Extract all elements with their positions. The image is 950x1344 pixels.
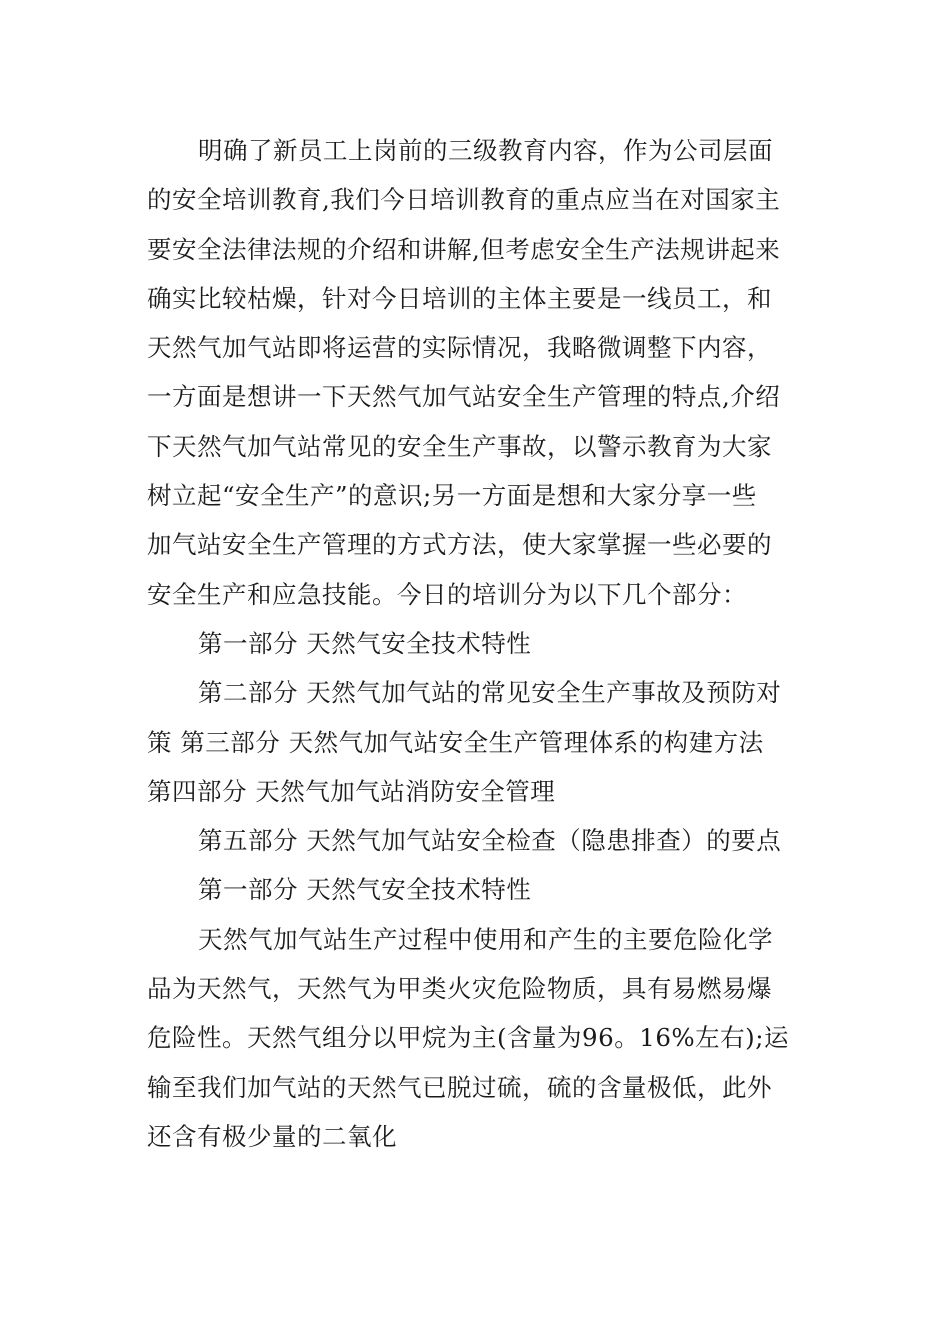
paragraph-line: 安全生产和应急技能。今日的培训分为以下几个部分： [147, 579, 747, 609]
paragraph-line: 下天然气加气站常见的安全生产事故，以警示教育为大家 [147, 431, 772, 461]
paragraph-line: 还含有极少量的二氧化 [147, 1121, 397, 1151]
paragraph-line: 明确了新员工上岗前的三级教育内容，作为公司层面 [198, 136, 773, 165]
section-heading: 策 第三部分 天然气加气站安全生产管理体系的构建方法 [147, 727, 764, 757]
paragraph-line: 危险性。天然气组分以甲烷为主(含量为96。16%左右);运 [147, 1023, 789, 1053]
paragraph-line: 确实比较枯燥，针对今日培训的主体主要是一线员工，和 [147, 283, 772, 313]
paragraph-line: 输至我们加气站的天然气已脱过硫，硫的含量极低，此外 [147, 1072, 772, 1102]
paragraph-line: 品为天然气，天然气为甲类火灾危险物质，具有易燃易爆 [147, 974, 772, 1004]
section-heading: 第五部分 天然气加气站安全检查（隐患排查）的要点 [198, 826, 782, 856]
paragraph-line: 加气站安全生产管理的方式方法，使大家掌握一些必要的 [147, 530, 772, 560]
paragraph-line: 天然气加气站生产过程中使用和产生的主要危险化学 [198, 924, 773, 954]
body-text [147, 126, 807, 1161]
paragraph-line: 一方面是想讲一下天然气加气站安全生产管理的特点,介绍 [147, 382, 781, 412]
paragraph-line: 树立起“安全生产”的意识;另一方面是想和大家分享一些 [147, 481, 757, 511]
section-heading: 第二部分 天然气加气站的常见安全生产事故及预防对 [198, 678, 782, 708]
section-heading: 第一部分 天然气安全技术特性 [198, 875, 532, 905]
paragraph-line: 要安全法律法规的介绍和讲解,但考虑安全生产法规讲起来 [147, 234, 781, 264]
section-heading: 第一部分 天然气安全技术特性 [198, 628, 532, 658]
paragraph-line: 天然气加气站即将运营的实际情况，我略微调整下内容， [147, 333, 772, 363]
section-heading: 第四部分 天然气加气站消防安全管理 [147, 776, 556, 806]
paragraph-line: 的安全培训教育,我们今日培训教育的重点应当在对国家主 [147, 185, 781, 215]
